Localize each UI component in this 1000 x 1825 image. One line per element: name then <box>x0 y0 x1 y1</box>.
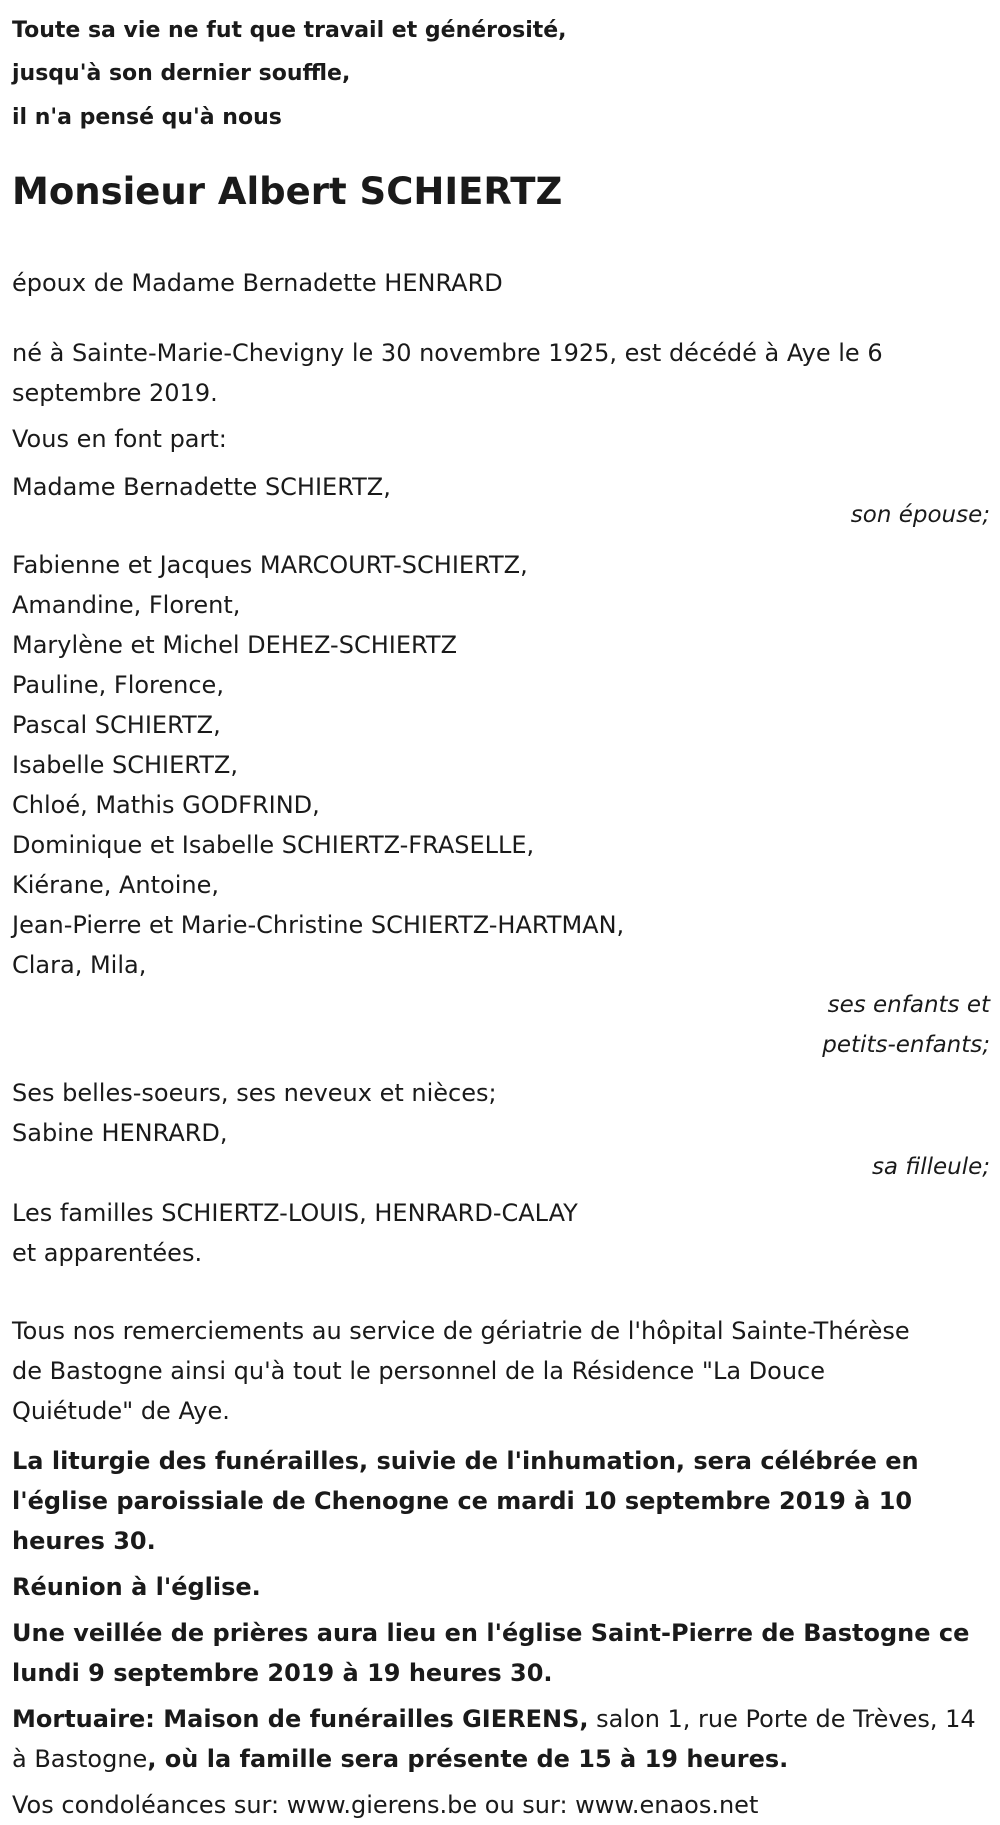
list-item: Pascal SCHIERTZ, <box>12 711 221 739</box>
list-item: Pauline, Florence, <box>12 671 224 699</box>
list-item: Amandine, Florent, <box>12 591 241 619</box>
birth-death-line: né à Sainte-Marie-Chevigny le 30 novembre 1925, est décédé à Aye le 6 septembre 2019. <box>12 339 883 407</box>
list-item: Dominique et Isabelle SCHIERTZ-FRASELLE, <box>12 831 535 859</box>
vigil-paragraph: Une veillée de prières aura lieu en l'église Saint-Pierre de Bastogne ce lundi 9 septembre 2019 à 19 heures 30. <box>12 1619 970 1687</box>
list-item: Marylène et Michel DEHEZ-SCHIERTZ <box>12 631 458 659</box>
spouse-line: époux de Madame Bernadette HENRARD <box>12 269 503 297</box>
list-item: Isabelle SCHIERTZ, <box>12 751 238 779</box>
families-line-1: Les familles SCHIERTZ-LOUIS, HENRARD-CALAY <box>12 1199 578 1227</box>
list-item: Kiérane, Antoine, <box>12 871 219 899</box>
condolences-line: Vos condoléances sur: www.gierens.be ou sur: www.enaos.net <box>12 1791 759 1819</box>
list-item: Jean-Pierre et Marie-Christine SCHIERTZ-HARTMAN, <box>12 911 625 939</box>
announcement-intro: Vous en font part: <box>12 425 227 453</box>
goddaughter-name: Sabine HENRARD, <box>12 1119 228 1147</box>
children-list <box>12 545 990 985</box>
mortuary-address: salon 1, rue Porte de Trèves, 14 à Bastogne <box>12 1705 976 1773</box>
families-line-2: et apparentées. <box>12 1239 203 1267</box>
mortuary-presence: , où la famille sera présente de 15 à 19 heures. <box>147 1745 789 1773</box>
funeral-paragraph: La liturgie des funérailles, suivie de l'inhumation, sera célébrée en l'église paroissiale de Chenogne ce mardi 10 septembre 2019 à 10 heures 30. <box>12 1447 919 1555</box>
verse-line-3: il n'a pensé qu'à nous <box>12 105 282 130</box>
in-laws-line: Ses belles-soeurs, ses neveux et nièces; <box>12 1079 497 1107</box>
thanks-paragraph: Tous nos remerciements au service de gériatrie de l'hôpital Sainte-Thérèse de Bastogne ainsi qu'à tout le personnel de la Résidence "La Douce Quiétude" de Aye. <box>12 1317 910 1425</box>
wife-name: Madame Bernadette SCHIERTZ, <box>12 473 391 501</box>
obituary-notice <box>12 8 990 1825</box>
deceased-name: Monsieur Albert SCHIERTZ <box>12 170 563 213</box>
children-role-1: ses enfants et <box>827 992 990 1018</box>
mortuary-label: Mortuaire: Maison de funérailles GIERENS, <box>12 1705 589 1733</box>
wife-role: son épouse; <box>850 502 990 528</box>
verse-line-1: Toute sa vie ne fut que travail et générosité, <box>12 18 567 43</box>
meeting-line: Réunion à l'église. <box>12 1573 261 1601</box>
verse-block <box>12 8 990 142</box>
list-item: Chloé, Mathis GODFRIND, <box>12 791 320 819</box>
mortuary-paragraph <box>12 1699 987 1779</box>
children-role-2: petits-enfants; <box>822 1032 990 1058</box>
list-item: Clara, Mila, <box>12 951 147 979</box>
list-item: Fabienne et Jacques MARCOURT-SCHIERTZ, <box>12 551 528 579</box>
verse-line-2: jusqu'à son dernier souffle, <box>12 61 351 86</box>
goddaughter-role: sa filleule; <box>871 1154 990 1180</box>
